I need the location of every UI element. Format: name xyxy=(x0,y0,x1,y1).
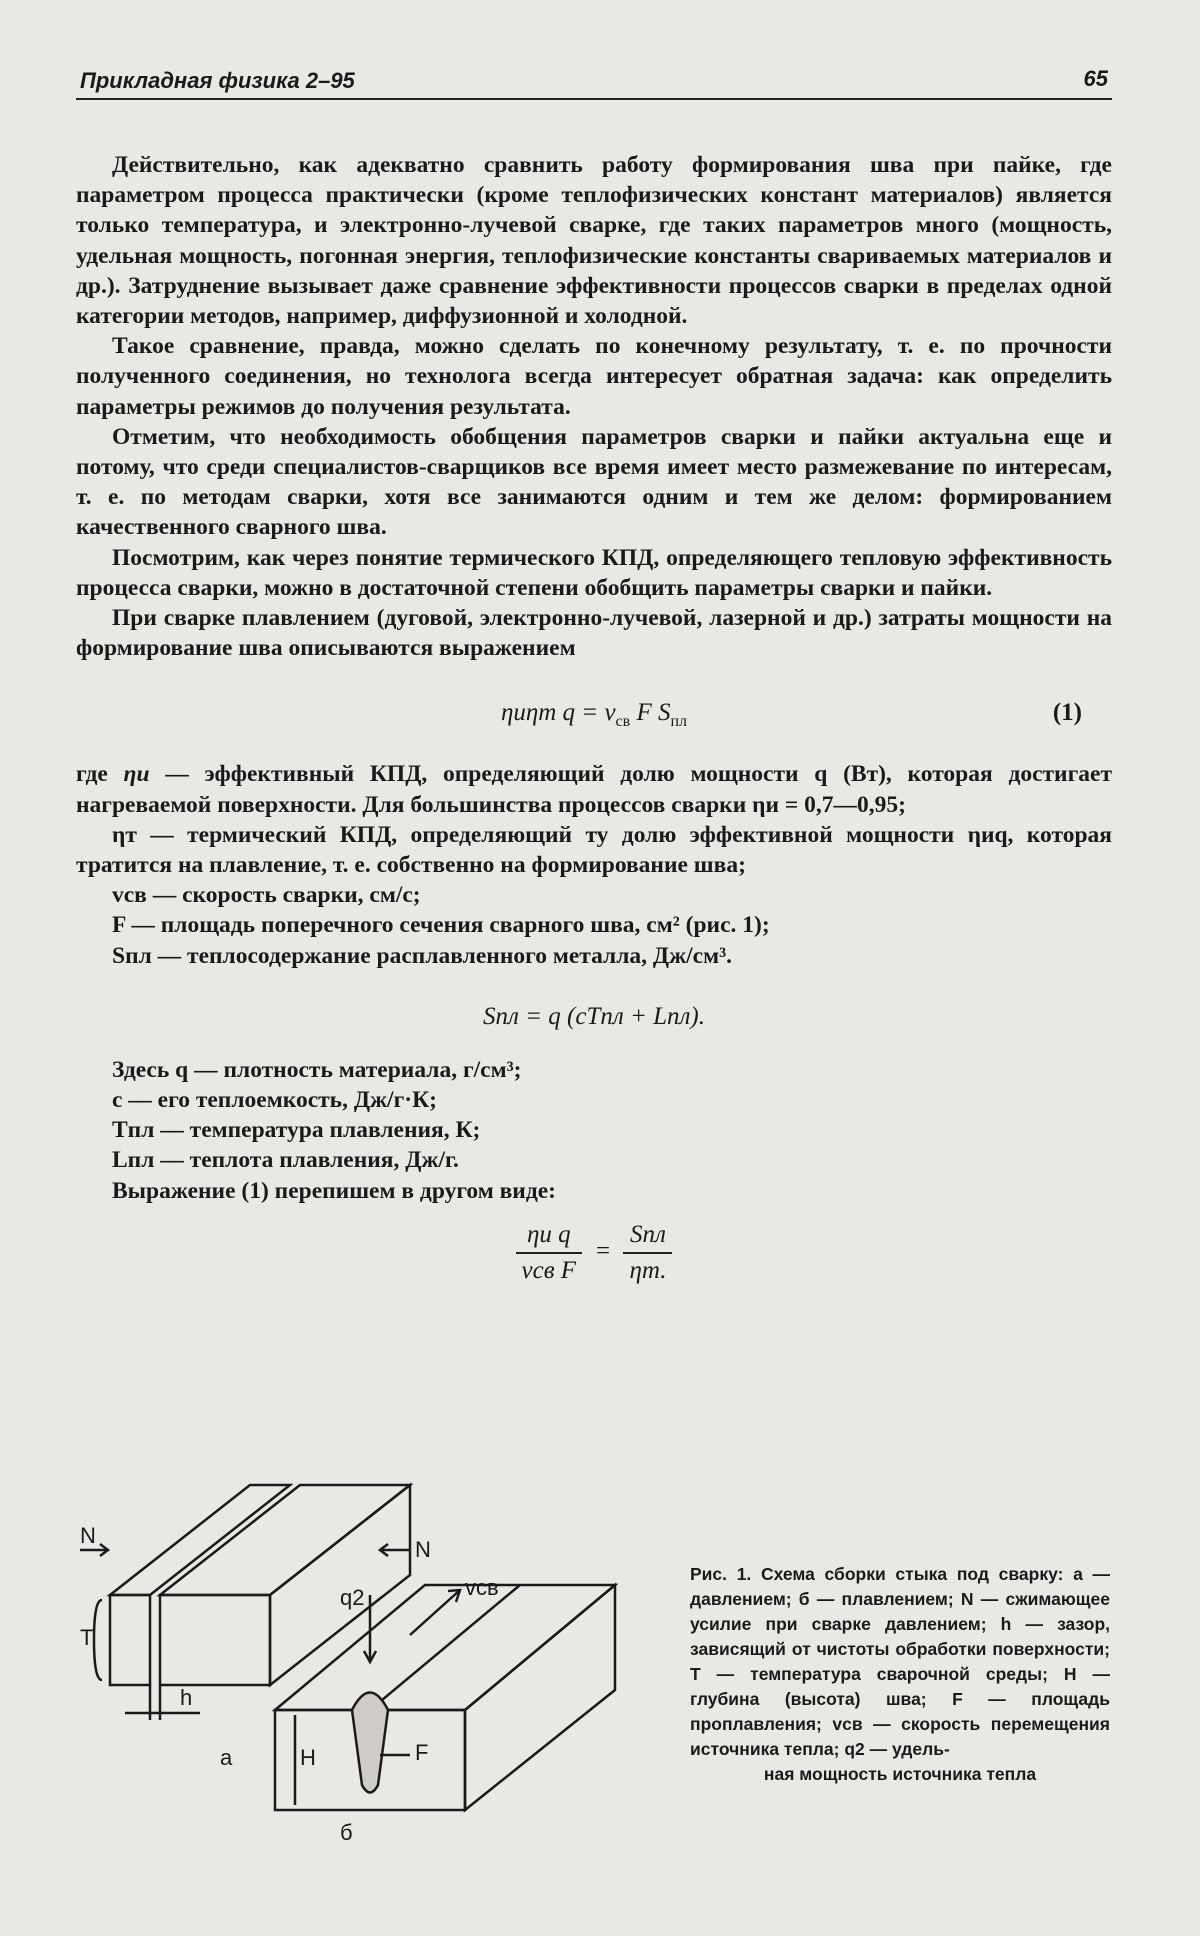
fraction-left-numerator: ηи q xyxy=(516,1218,583,1254)
equation-3-equals: = xyxy=(594,1237,612,1265)
caption-main: Рис. 1. Схема сборки стыка под сварку: а — давлением; б — плавлением; N — сжимающее усилие при сварке давлением; h — зазор, зависящий от чистоты обработки поверхности; T — температура сварочной среды; H — глубина (высота) шва; F — площадь проплавления; vсв — скорость перемещения источника тепла; q2 — удель- xyxy=(690,1564,1110,1759)
figure-1 xyxy=(80,1455,680,1845)
equation-1 xyxy=(76,689,1112,737)
equation-2 xyxy=(76,993,1112,1041)
arrow-vsv xyxy=(410,1590,460,1635)
fraction-left-denominator: vсв F xyxy=(521,1256,577,1284)
block-b-side xyxy=(465,1585,615,1810)
definition-rho: Здесь q — плотность материала, г/см³; xyxy=(112,1056,522,1083)
figure-caption xyxy=(690,1562,1110,1787)
definition-symbol: ηи xyxy=(123,761,150,788)
equation-1-v-sub: св xyxy=(615,713,631,731)
block-a-left-top xyxy=(110,1485,290,1595)
label-h: h xyxy=(180,1685,193,1710)
journal-title: Прикладная физика 2–95 xyxy=(80,68,355,93)
equation-1-s-sub: пл xyxy=(670,713,688,731)
label-q2: q2 xyxy=(340,1585,365,1610)
block-a-left-front xyxy=(110,1595,150,1685)
article-body xyxy=(76,150,1112,1298)
equation-1-fs: F S xyxy=(630,699,671,727)
rewrite-sentence: Выражение (1) перепишем в другом виде: xyxy=(112,1177,556,1204)
label-h-depth: H xyxy=(300,1745,316,1770)
t-brace xyxy=(94,1600,102,1680)
definition-c: c — его теплоемкость, Дж/г·К; xyxy=(112,1087,437,1114)
definition-v-sv: vсв — скорость сварки, см/с; xyxy=(112,882,421,909)
block-b xyxy=(275,1585,615,1810)
label-a: а xyxy=(220,1745,233,1770)
equation-2-text: Sпл = q (cTпл + Lпл). xyxy=(483,1002,705,1030)
definitions-list xyxy=(76,880,1112,971)
label-n-right: N xyxy=(415,1537,431,1562)
definition-l-pl: Lпл — теплота плавления, Дж/г. xyxy=(112,1147,459,1174)
running-header xyxy=(76,62,1112,100)
block-a-right-top xyxy=(160,1485,410,1595)
label-b: б xyxy=(340,1820,353,1845)
definition-prefix: где xyxy=(76,761,124,788)
label-vsv: vсв xyxy=(465,1575,499,1600)
fraction-right xyxy=(623,1218,672,1288)
equation-1-lhs: ηиηт q = xyxy=(500,699,605,727)
paragraph-2: Такое сравнение, правда, можно сделать по конечному результату, т. е. по прочности полученного соединения, но технолога всегда интересует обратная задача: как определить параметры режимов до получения результата. xyxy=(76,333,1112,420)
definitions-list-2 xyxy=(76,1055,1112,1206)
fraction-right-numerator: Sпл xyxy=(623,1218,672,1254)
equation-3 xyxy=(76,1218,1112,1288)
label-t: T xyxy=(80,1625,94,1650)
block-a-right-front xyxy=(160,1595,270,1685)
definition-eta-u xyxy=(76,759,1112,819)
definition-s-pl: Sпл — теплосодержание расплавленного металла, Дж/см³. xyxy=(112,942,733,969)
equation-1-number: (1) xyxy=(1052,699,1082,727)
weld-pool xyxy=(352,1693,388,1793)
fraction-right-denominator: ηт. xyxy=(629,1256,667,1284)
definition-text: — эффективный КПД, определяющий долю мощности q (Вт), которая достигает нагреваемой поверхности. Для большинства процессов сварки ηи = 0,7—0,95; xyxy=(76,761,1112,818)
fraction-left xyxy=(516,1218,583,1288)
caption-last: ная мощность источника тепла xyxy=(763,1764,1037,1784)
welding-diagram xyxy=(80,1455,680,1845)
label-n-left: N xyxy=(80,1523,96,1548)
paragraph-4: Посмотрим, как через понятие термического КПД, определяющего тепловую эффективность процесса сварки, можно в достаточной степени обобщить параметры сварки и пайки. xyxy=(76,544,1112,601)
definition-t-pl: Tпл — температура плавления, К; xyxy=(112,1117,481,1144)
paragraph-3: Отметим, что необходимость обобщения параметров сварки и пайки актуальна еще и потому, что среди специалистов-сварщиков все время имеет место размежевание по интересам, т. е. по методам сварки, хотя все занимаются одним и тем же делом: формированием качественного сварного шва. xyxy=(76,423,1112,541)
page-number: 65 xyxy=(1083,66,1108,91)
equation-1-v: v xyxy=(604,699,616,727)
definition-eta-t: ηт — термический КПД, определяющий ту долю эффективной мощности ηиq, которая тратится на плавление, т. е. собственно на формирование шва; xyxy=(76,821,1112,879)
label-f: F xyxy=(415,1740,429,1765)
paragraph-5: При сварке плавлением (дуговой, электронно-лучевой, лазерной и др.) затраты мощности на формирование шва описываются выражением xyxy=(76,605,1112,662)
definition-f: F — площадь поперечного сечения сварного шва, см² (рис. 1); xyxy=(112,912,770,939)
paragraph-1: Действительно, как адекватно сравнить работу формирования шва при пайке, где параметром процесса практически (кроме теплофизических констант материалов) является только температура, и электронно-лучевой сварке, где таких параметров много (мощность, удельная мощность, погонная энергия, теплофизические константы свариваемых материалов и др.). Затруднение вызывает даже сравнение эффективности процессов сварки в пределах одной категории методов, например, диффузионной и холодной. xyxy=(76,152,1112,330)
